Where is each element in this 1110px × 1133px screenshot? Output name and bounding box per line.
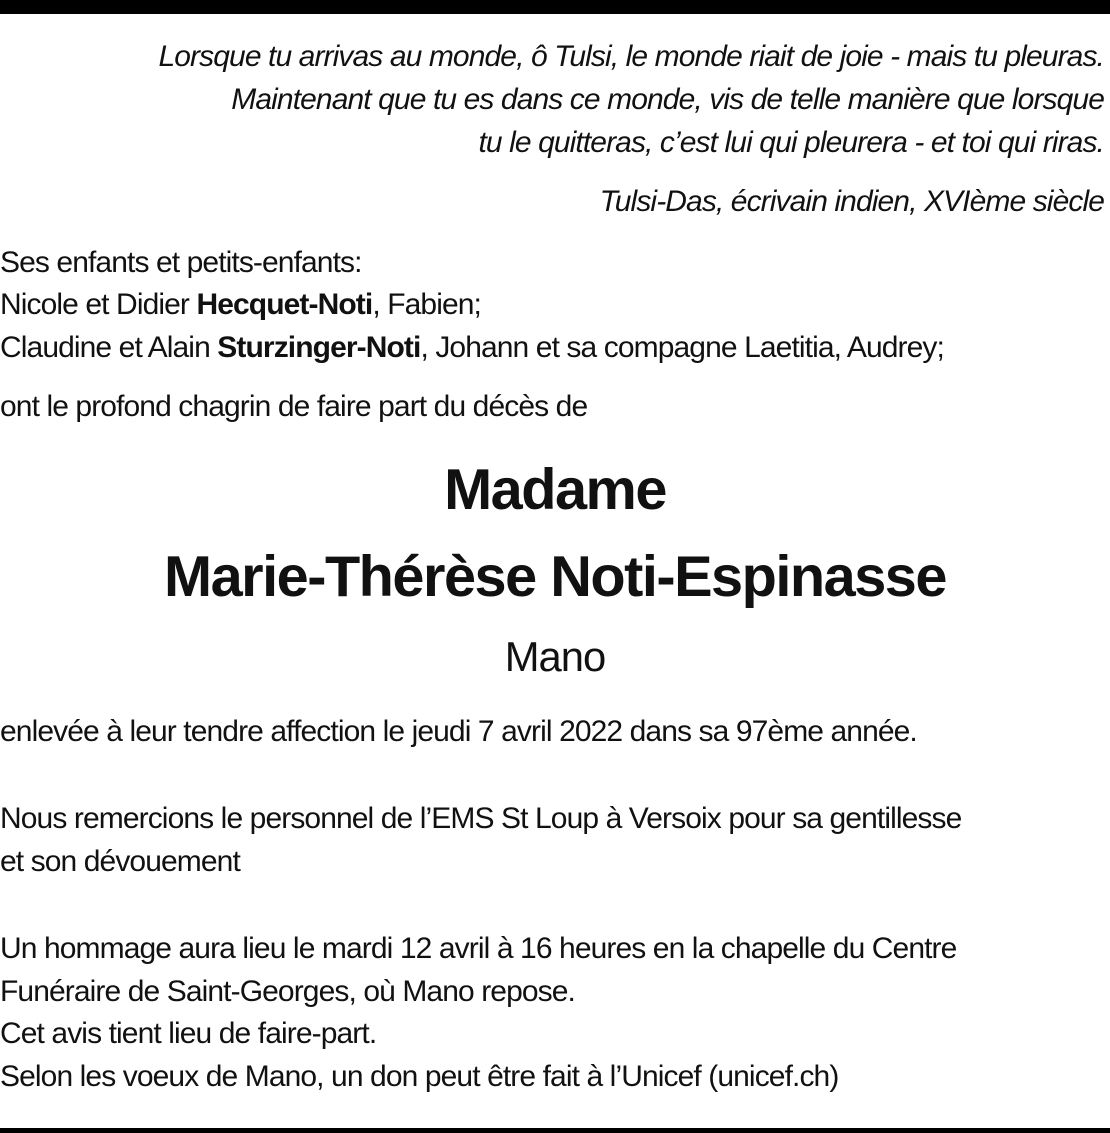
family-line-sturzinger xyxy=(0,327,944,369)
ceremony-line: Un hommage aura lieu le mardi 12 avril à 16 heures en la chapelle du Centre xyxy=(0,932,957,965)
family-surname: Sturzinger-Noti xyxy=(217,331,421,364)
donation-line: Selon les voeux de Mano, un don peut être fait à l’Unicef (unicef.ch) xyxy=(0,1060,839,1093)
family-line-suffix: , Johann et sa compagne Laetitia, Audrey; xyxy=(420,331,944,364)
deceased-honorific: Madame xyxy=(444,458,666,522)
epigraph-author: Tulsi-Das, écrivain indien, XVIème siècle xyxy=(599,185,1104,218)
family-line-suffix: , Fabien; xyxy=(372,288,481,321)
epigraph-quote xyxy=(14,35,1104,164)
bottom-border-rule xyxy=(0,1128,1110,1133)
family-line-prefix: Nicole et Didier xyxy=(0,288,197,321)
family-line-hecquet xyxy=(0,284,481,326)
ceremony-line: Funéraire de Saint-Georges, où Mano repose. xyxy=(0,975,575,1008)
notice-line: Cet avis tient lieu de faire-part. xyxy=(0,1017,377,1050)
thanks-line: Nous remercions le personnel de l’EMS St Loup à Versoix pour sa gentillesse xyxy=(0,802,962,835)
announcement-text: ont le profond chagrin de faire part du décès de xyxy=(0,390,588,423)
deceased-nickname: Mano xyxy=(504,633,606,680)
death-statement: enlevée à leur tendre affection le jeudi 7 avril 2022 dans sa 97ème année. xyxy=(0,715,917,748)
deceased-full-name: Marie-Thérèse Noti-Espinasse xyxy=(164,545,946,609)
family-surname: Hecquet-Noti xyxy=(196,288,373,321)
epigraph-line: Lorsque tu arrivas au monde, ô Tulsi, le monde riait de joie - mais tu pleuras. xyxy=(158,40,1104,73)
epigraph-line: tu le quitteras, c’est lui qui pleurera - et toi qui riras. xyxy=(478,126,1104,159)
top-border-rule xyxy=(0,0,1110,14)
epigraph-line: Maintenant que tu es dans ce monde, vis de telle manière que lorsque xyxy=(231,83,1104,116)
thanks-line: et son dévouement xyxy=(0,845,240,878)
family-intro: Ses enfants et petits-enfants: xyxy=(0,246,362,279)
family-line-prefix: Claudine et Alain xyxy=(0,331,218,364)
